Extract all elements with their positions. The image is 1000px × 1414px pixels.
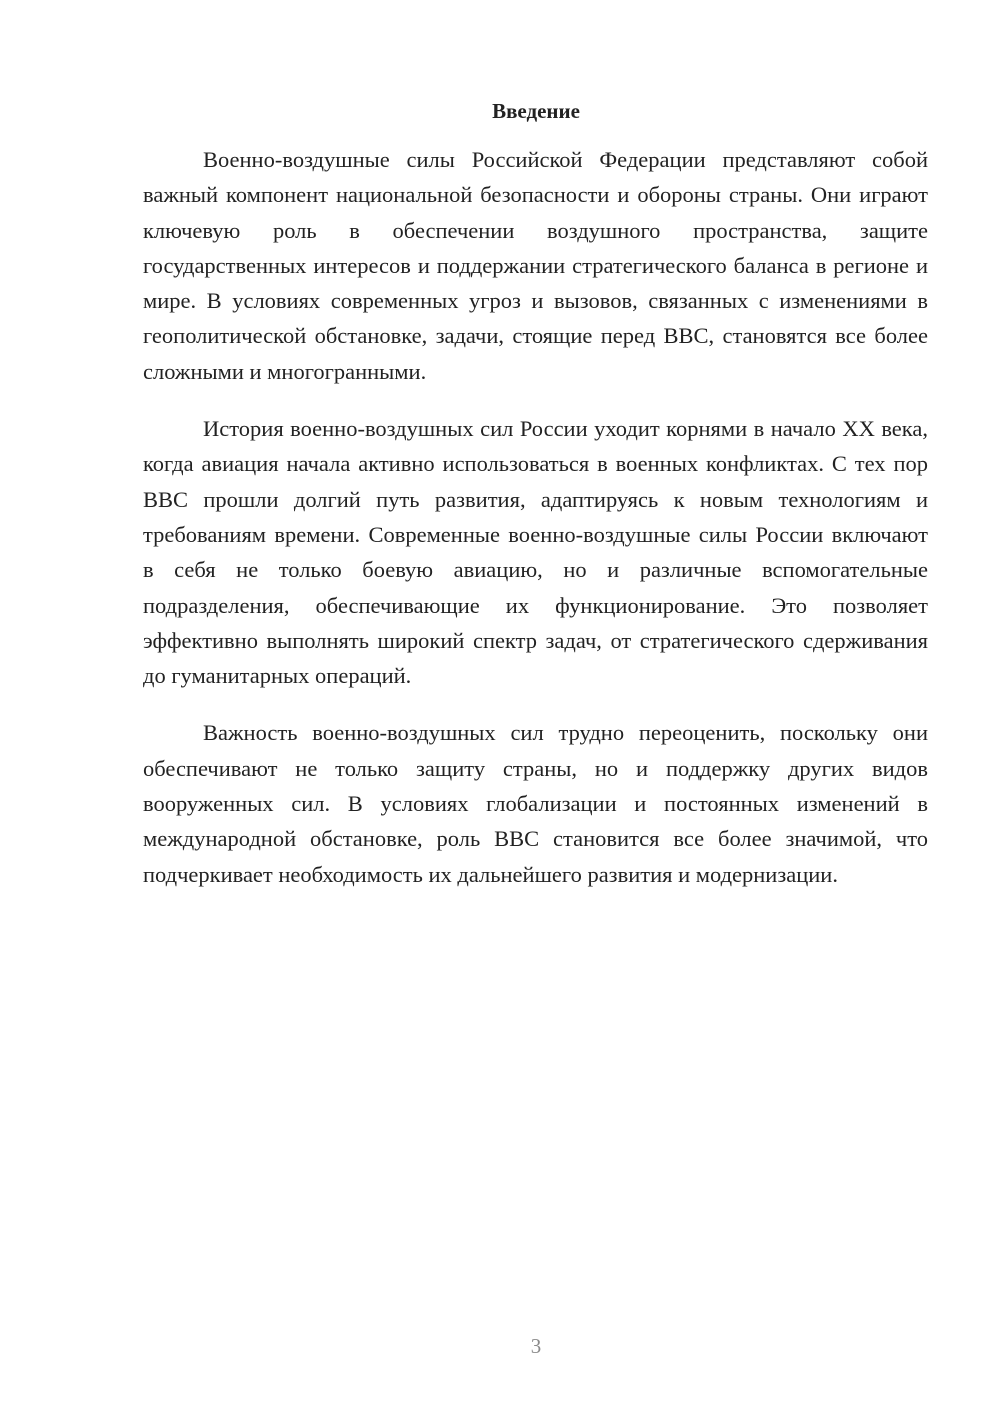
paragraph-1: Военно-воздушные силы Российской Федерации представляют собой важный компонент национальной безопасности и обороны страны. Они играют ключевую роль в обеспечении воздушного пространства, защите государственных интересов и поддержании стратегического баланса в регионе и мире. В условиях современных угроз и вызовов, связанных с изменениями в геополитической обстановке, задачи, стоящие перед ВВС, становятся все более сложными и многогранными. [143,147,928,384]
section-title: Введение [492,99,580,123]
paragraph-3: Важность военно-воздушных сил трудно переоценить, поскольку они обеспечивают не только защиту страны, но и поддержку других видов вооруженных сил. В условиях глобализации и постоянных изменений в международной обстановке, роль ВВС становится все более значимой, что подчеркивает необходимость их дальнейшего развития и модернизации. [143,720,928,887]
document-body [143,142,928,914]
paragraph-2: История военно-воздушных сил России уходит корнями в начало XX века, когда авиация начала активно использоваться в военных конфликтах. С тех пор ВВС прошли долгий путь развития, адаптируясь к новым технологиям и требованиям времени. Современные военно-воздушные силы России включают в себя не только боевую авиацию, но и различные вспомогательные подразделения, обеспечивающие их функционирование. Это позволяет эффективно выполнять широкий спектр задач, от стратегического сдерживания до гуманитарных операций. [143,416,928,689]
page-number: 3 [530,1334,542,1358]
